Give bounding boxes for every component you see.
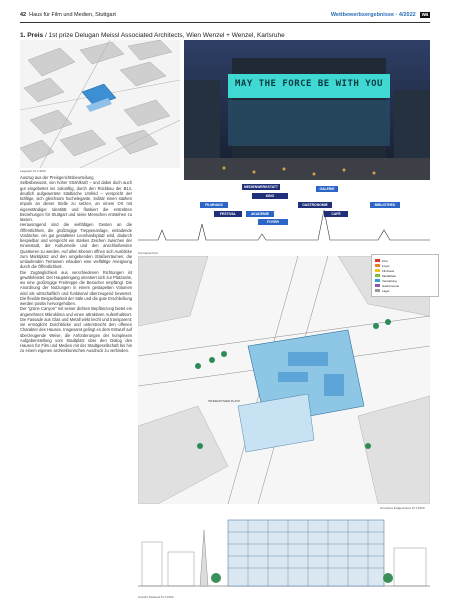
plan-label: INTERAKTIVER PLATZ xyxy=(208,399,240,403)
legend-item: Verwaltung xyxy=(375,278,435,283)
site-plan-image xyxy=(20,40,180,168)
ground-plan-caption: Grundriss Erdgeschoss M 1:1500 xyxy=(380,506,425,510)
elevation-caption: Ansicht Südwest M 1:1500 xyxy=(138,595,174,599)
architects-line: / 1st prize Delugan Meissl Associated Architects, Wien Wenzel + Wenzel, Karlsruhe xyxy=(43,32,285,39)
diagram-label-5: GASTRONOMIE xyxy=(298,202,332,208)
section-title: Haus für Film und Medien, Stuttgart xyxy=(29,12,116,18)
concept-diagram-drawing xyxy=(138,180,430,250)
page-header xyxy=(20,10,430,20)
diagram-label-7: FESTIVAL xyxy=(214,211,242,217)
legend-item: Foyer xyxy=(375,263,435,268)
diagram-label-10: FOYER xyxy=(258,219,288,225)
site-plan-caption: Lageplan M 1:4000 xyxy=(20,169,46,173)
legend-item: Lager xyxy=(375,288,435,293)
legend-item: Kino xyxy=(375,258,435,263)
hero-render xyxy=(184,40,430,190)
diagram-label-6: BIBLIOTHEK xyxy=(370,202,400,208)
diagram-label-2: GALERIE xyxy=(316,186,338,192)
legend-item: Mediathek xyxy=(375,273,435,278)
site-plan-drawing xyxy=(20,40,180,168)
prize-label: 1. Preis xyxy=(20,32,44,39)
paragraph: Der "grüne Canyon" mit seiner dichten Bepflanzung bietet ein angenehmes Mikroklima und einen attraktiven Aufenthaltsort. Die Fassade aus Glas und Metall wirkt leicht und transparent; sie ermöglicht Durchblicke und unterstreicht den offenen Charakter des Hauses. Insgesamt gelingt es dem Entwurf auf überzeugende Weise, die Anforderungen der komplexen Aufgabenstellung vom Stadtplatz über den Dialog des Hauses für Film und Medien mit der Stadtgesellschaft bis hin zu einem eigenen architektonischen Ausdruck zu verbinden. xyxy=(20,306,132,354)
elevation-drawing-svg xyxy=(138,512,430,594)
diagram-label-4: FILMHAUS xyxy=(200,202,228,208)
paragraph: Selbstbewusst, von hoher Strahlkraft – und dabei doch auch gut eingebettet ins zukünftig, durch den Rückbau der B14, deutlich aufgewertete städtische Umfeld – verspricht der kräftige, sich gleichsam hochelegante, Solitär einen starken Impuls an dieser Stelle zu setzen, an einem Ort mit eigenständiger Identität und flankiert die erstrebten Beziehungen für Stuttgart und seine Menschen entstehen zu lassen. xyxy=(20,180,132,222)
header-right xyxy=(331,12,430,18)
journal-title: Wettbewerbsergebnisse · 4/2022 xyxy=(330,12,416,18)
diagram-label-1: MEDIENWERKSTATT xyxy=(242,184,280,190)
diagram-label-8: AKADEMIE xyxy=(246,211,274,217)
journal-logo: wa xyxy=(421,12,428,18)
legend-item: Gastronomie xyxy=(375,283,435,288)
hero-banner-text: MAY THE FORCE BE WITH YOU xyxy=(235,79,383,89)
paragraph: Herausragend sind die vielfältigen Gesten an die Öffentlichkeit, die großzügige Treppenanlage, einladende Vordächer, ein gut gestalteter Leonhardsplatz wird, dadurch bespielbar und verspricht ein starkes Zeichen zwischen der Innenstadt, der Kulturmeile und den anschließenden Quartieren zu werden. Auf allen Ebenen öffnen sich Ausblicke zum Marktplatz und den umgebenden Straßenräumen, die umlaufenden Terrassen erlauben eine vielfältige Aneignung durch die Öffentlichkeit. xyxy=(20,222,132,270)
hero-render-drawing xyxy=(184,40,430,190)
jury-text xyxy=(20,175,132,354)
header-rule xyxy=(20,22,430,23)
page-number: 42 xyxy=(20,12,27,18)
paragraph: Die Zugänglichkeit aus verschiedenen Richtungen ist gewährleistet. Der Haupteingang orientiert sich zur Platzseite, wo eine großzügige Freitreppe die Besucher empfängt. Die Anordnung der Nutzungen in einem gestapelten Volumen wird als wirtschaftlich und funktional überzeugend bewertet. Die flexible Bespielbarkeit der Säle und die gute Erschließung werden positiv hervorgehoben. xyxy=(20,269,132,306)
diagram-label-9: CAFÉ xyxy=(324,211,348,217)
diagram-label-3: KINO xyxy=(252,193,288,199)
elevation-drawing xyxy=(138,512,430,594)
legend-item: Filmhaus xyxy=(375,268,435,273)
entry-title xyxy=(20,32,285,39)
diagram-caption: Konzeptschnitt xyxy=(138,251,158,255)
paragraph: Auszug aus der Preisgerichtsbeurteilung xyxy=(20,175,94,180)
plan-legend xyxy=(371,254,439,297)
concept-diagram xyxy=(138,180,430,250)
